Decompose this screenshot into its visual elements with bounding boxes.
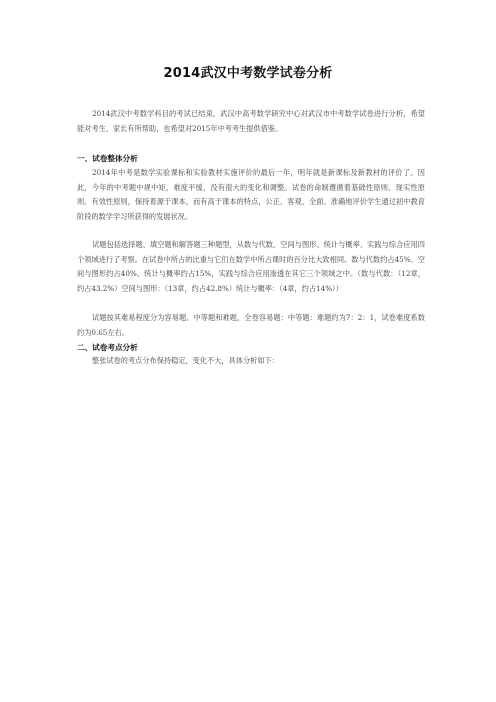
section-1-paragraph-3: 试题按其难易程度分为容易题、中等题和难题，全卷容易题：中等题：难题约为7：2：1，试卷难度系数约为0.65左右。: [77, 313, 425, 337]
section-1-paragraph-2: 试题包括选择题、填空题和解答题三种题型，从数与代数、空间与图形、统计与概率、实践与综合应用四个领域进行了考察。在试卷中所占的比重与它们在数学中所占课时的百分比大致相同。数与代数约占45%、空间与图形约占40%、统计与概率约占15%，实践与综合应用渗透在其它三个领域之中。（数与代数：（12章，约占43.2%）空间与图形：（13章，约占42.8%）统计与概率：（4章，约占14%））: [77, 240, 425, 293]
section-2-paragraph-1: 整张试卷的考点分布保持稳定，变化不大，具体分析如下：: [92, 356, 279, 365]
section-heading-overall-analysis: 一、试卷整体分析: [77, 154, 138, 163]
document-title: 2014武汉中考数学试卷分析: [163, 66, 333, 81]
section-heading-knowledge-points: 二、试卷考点分析: [77, 343, 138, 352]
intro-paragraph: 2014武汉中考数学科目的考试已结束，武汉中高考数学研究中心对武汉市中考数学试卷进行分析，希望能对考生、家长有所帮助，也希望对2015年中考考生提供借鉴。: [77, 109, 425, 133]
section-1-paragraph-1: 2014年中考是数学实验课标和实验教材实施评价的最后一年，明年就是新课标及新教材的评价了。因此，今年的中考题中规中矩，难度平缓，没有很大的变化和调整。试卷的命制遵循着基础性原则、现实性原则、有效性原则，保持着源于课本，而有高于课本的特点，公正、客观、全面、准确地评价学生通过初中教育阶段的数学学习所获得的发展状况。: [77, 168, 425, 221]
